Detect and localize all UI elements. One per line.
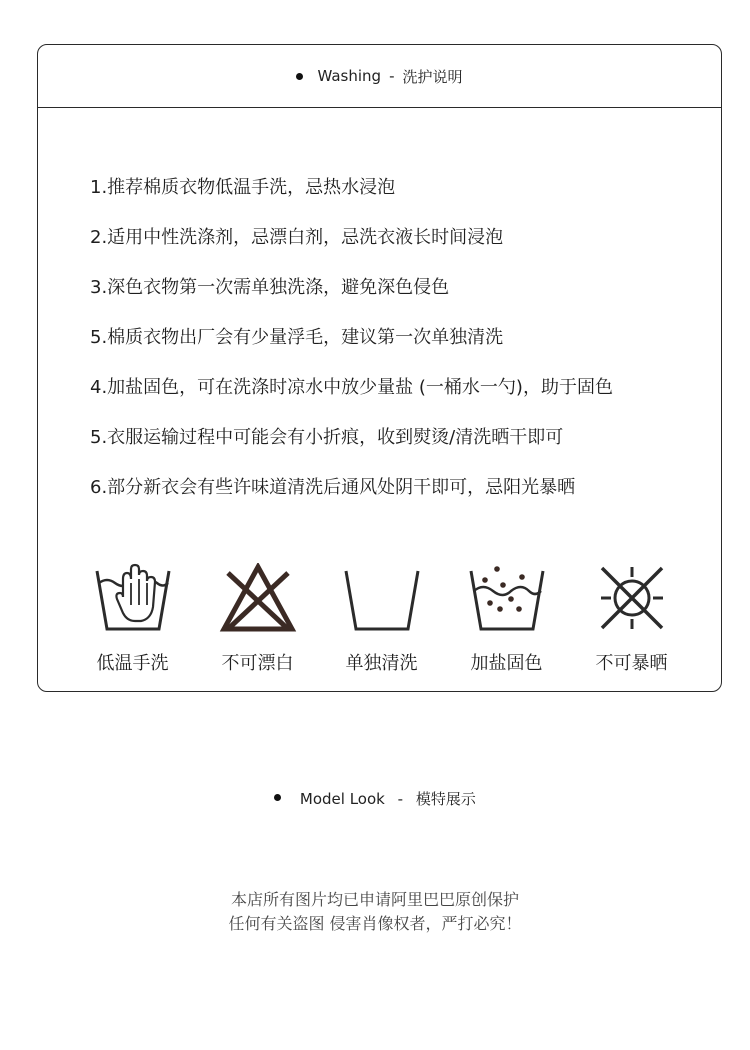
care-label: 低温手洗 [96,653,169,674]
washing-heading-en: Washing [317,67,382,85]
bullet-dot-icon [274,794,281,801]
care-label: 单独清洗 [345,653,418,674]
care-item-hand-wash [70,563,195,675]
hand-wash-icon [93,563,173,633]
wash-tub-icon [342,563,422,633]
model-look-heading-cn: 模特展示 [415,790,476,808]
care-label: 不可暴晒 [595,653,668,674]
no-sun-icon [592,563,672,633]
washing-instructions-list [90,175,613,525]
care-icons-row [38,563,721,683]
bullet-dot-icon [296,73,303,80]
salt-tub-icon [467,563,547,633]
heading-separator: - [397,790,404,808]
care-label: 不可漂白 [221,653,294,674]
instruction-item: 3.深色衣物第一次需单独洗涤，避免深色侵色 [90,277,450,298]
care-item-no-bleach [195,563,320,675]
washing-card [37,44,722,692]
model-look-heading-en: Model Look [299,790,385,808]
instruction-item: 5.衣服运输过程中可能会有小折痕，收到熨烫/清洗晒干即可 [90,427,564,448]
instruction-item: 6.部分新衣会有些许味道清洗后通风处阴干即可，忌阳光暴晒 [90,477,576,498]
care-item-separate-wash [319,563,444,675]
instruction-item: 4.加盐固色，可在洗涤时凉水中放少量盐 (一桶水一勺)，助于固色 [90,377,613,398]
instruction-item: 1.推荐棉质衣物低温手洗，忌热水浸泡 [90,177,396,198]
washing-heading-cn: 洗护说明 [402,67,463,86]
notice-line: 任何有关盗图 侵害肖像权者，严打必究！ [228,914,522,933]
instruction-item: 5.棉质衣物出厂会有少量浮毛，建议第一次单独清洗 [90,327,504,348]
care-label: 加盐固色 [470,653,543,674]
notice-line: 本店所有图片均已申请阿里巴巴原创保护 [230,890,519,909]
care-item-no-sun [569,563,694,675]
model-look-header [0,788,750,809]
no-bleach-icon [218,563,298,633]
instruction-item: 2.适用中性洗涤剂，忌漂白剂，忌洗衣液长时间浸泡 [90,227,504,248]
heading-separator: - [389,67,395,85]
care-item-salt-fix [444,563,569,675]
copyright-notice [0,888,750,936]
washing-header [38,45,721,108]
